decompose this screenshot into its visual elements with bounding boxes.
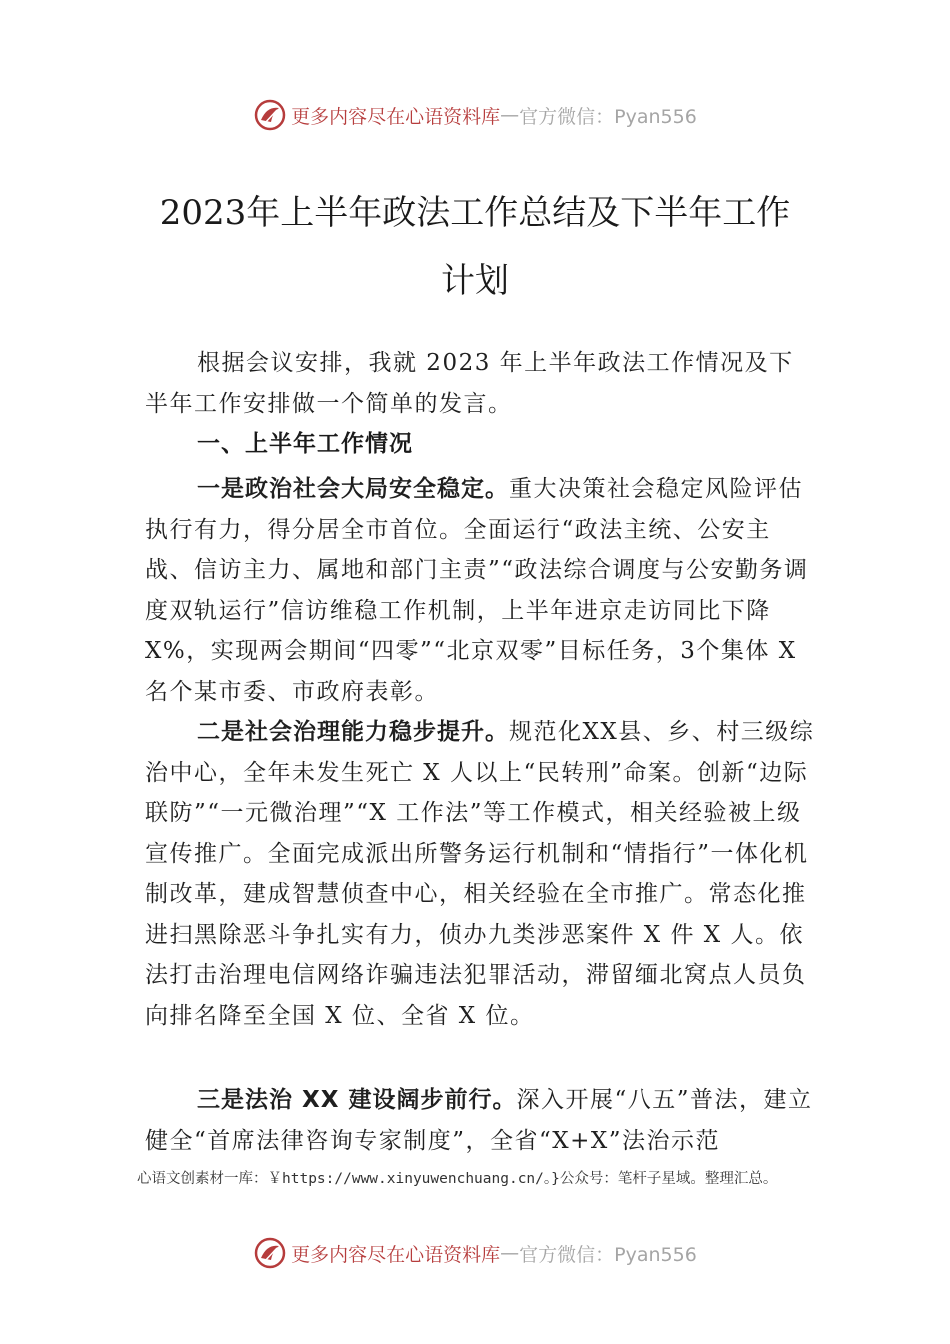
brand-logo-icon [253,98,287,132]
document-title-line1: 2023年上半年政法工作总结及下半年工作 [159,193,791,233]
brand-logo-icon [253,1236,287,1270]
banner-separator: — [500,104,520,126]
banner-wechat-text: 官方微信：Pyan556 [519,105,697,128]
paragraph-3-body: 深入开展“八五”普法，建立健全“首席法律咨询专家制度”，全省“X+X”法治示范 [145,1087,813,1154]
paragraph-2 [145,712,815,1036]
section-heading-1: 一、上半年工作情况 [197,431,413,457]
paragraph-1-lead: 一是政治社会大局安全稳定。 [197,476,509,502]
watermark-banner-bottom [0,1233,950,1273]
paragraph-2-body: 规范化XX县、乡、村三级综治中心，全年未发生死亡 X 人以上“民转刑”命案。创新“边际联防”“一元微治理”“X 工作法”等工作模式，相关经验被上级宣传推广。全面完成派出所警务运行机制和“情指行”一体化机制改革，建成智慧侦查中心，相关经验在全市推广。常态化推进扫黑除恶斗争扎实有力，侦办九类涉恶案件 X 件 X 人。依法打击治理电信网络诈骗违法犯罪活动，滞留缅北窝点人员负向排名降至全国 X 位、全省 X 位。 [145,719,815,1029]
footer-note: 心语文创素材一库：￥https://www.xinyuwenchuang.cn/。}公众号：笔杆子星域。整理汇总。 [137,1171,778,1187]
banner-separator: — [500,1242,520,1264]
watermark-banner-top [0,95,950,135]
banner-wechat-text: 官方微信：Pyan556 [519,1243,697,1266]
paragraph-1-body: 重大决策社会稳定风险评估执行有力，得分居全市首位。全面运行“政法主统、公安主战、信访主力、属地和部门主责”“政法综合调度与公安勤务调度双轨运行”信访维稳工作机制，上半年进京走访同比下降 X%，实现两会期间“四零”“北京双零”目标任务，3个集体 X 名个某市委、市政府表彰。 [145,476,809,705]
paragraph-3-lead: 三是法治 XX 建设阔步前行。 [197,1087,517,1113]
banner-main-text: 更多内容尽在心语资料库 [291,105,501,128]
banner-main-text: 更多内容尽在心语资料库 [291,1243,501,1266]
paragraph-1 [145,469,815,712]
intro-paragraph: 根据会议安排，我就 2023 年上半年政法工作情况及下半年工作安排做一个简单的发言。 [145,350,794,417]
document-title-line2: 计划 [441,261,509,301]
paragraph-2-lead: 二是社会治理能力稳步提升。 [197,719,509,745]
paragraph-3 [145,1080,815,1161]
